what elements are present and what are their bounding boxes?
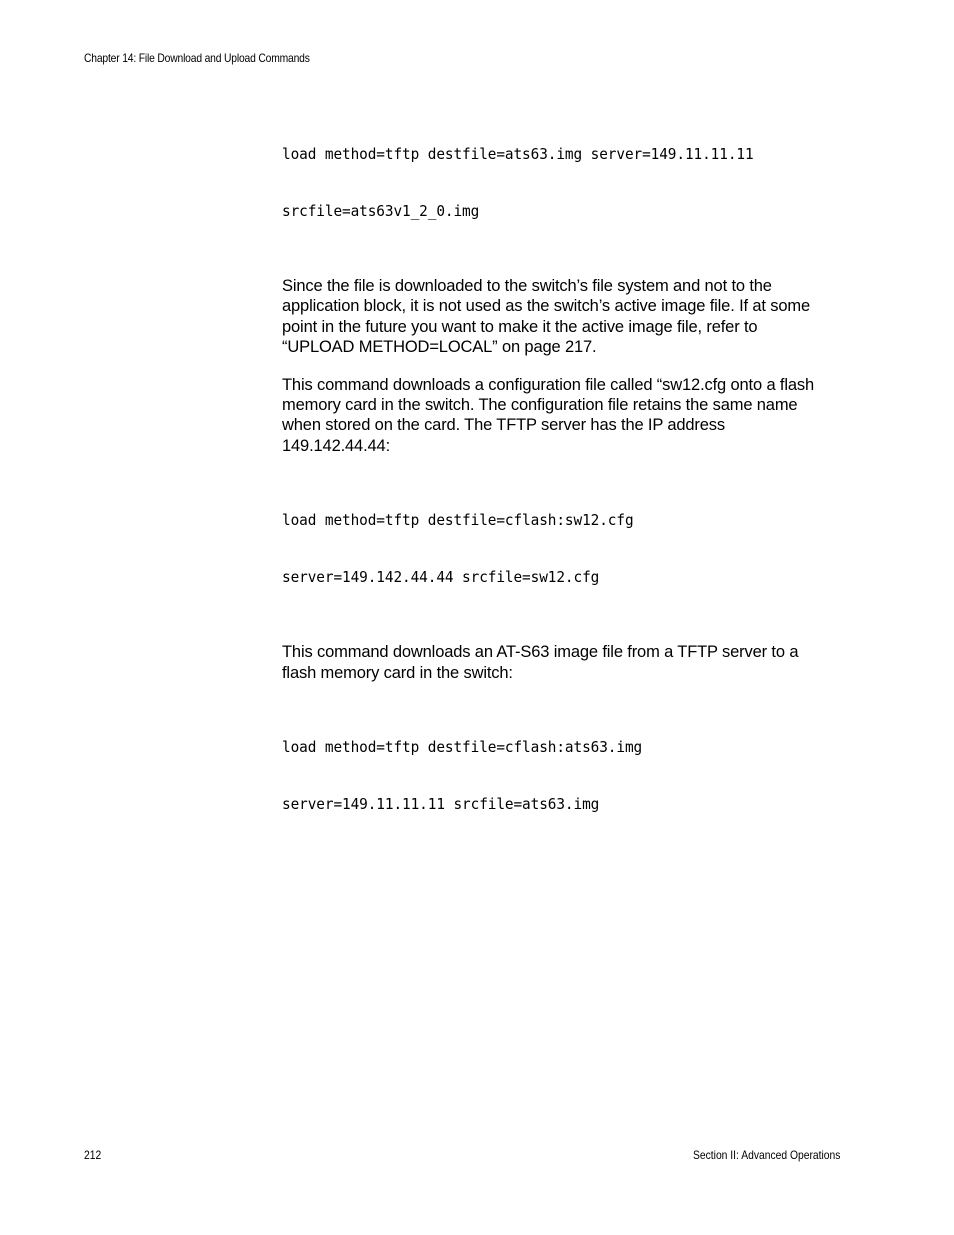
- text-line: memory card in the switch. The configuration file retains the same name: [282, 396, 798, 415]
- code-example-download-config: [282, 473, 852, 625]
- code-example-image-to-flash: [282, 700, 852, 852]
- code-line: srcfile=ats63v1_2_0.img: [282, 202, 480, 220]
- section-title: Section II: Advanced Operations: [692, 1148, 840, 1162]
- text-line: application block, it is not used as the switch’s active image file. If at some: [282, 297, 811, 316]
- paragraph-config-download: [282, 375, 852, 457]
- paragraph-image-to-flash: [282, 642, 852, 683]
- paragraph-active-image-note: [282, 276, 852, 358]
- code-line: load method=tftp destfile=cflash:ats63.img: [282, 738, 643, 757]
- code-line: server=149.142.44.44 srcfile=sw12.cfg: [282, 568, 600, 587]
- text-line: 149.142.44.44:: [282, 436, 391, 455]
- code-line: load method=tftp destfile=ats63.img server=149.11.11.11: [282, 145, 754, 163]
- page-content: [282, 107, 852, 852]
- text-line: This command downloads an AT-S63 image file from a TFTP server to a: [282, 643, 799, 662]
- text-line: This command downloads a configuration file called “sw12.cfg onto a flash: [282, 375, 815, 394]
- text-line: point in the future you want to make it the active image file, refer to: [282, 317, 758, 336]
- text-line: flash memory card in the switch:: [282, 663, 513, 682]
- code-line: load method=tftp destfile=cflash:sw12.cfg: [282, 511, 634, 530]
- text-line: when stored on the card. The TFTP server has the IP address: [282, 416, 726, 435]
- running-header: Chapter 14: File Download and Upload Commands: [84, 51, 310, 65]
- text-line: “UPLOAD METHOD=LOCAL” on page 217.: [282, 338, 597, 357]
- page-number: 212: [84, 1148, 102, 1162]
- code-example-download-image: [282, 107, 852, 259]
- code-line: server=149.11.11.11 srcfile=ats63.img: [282, 795, 600, 814]
- text-line: Since the file is downloaded to the switch’s file system and not to the: [282, 277, 772, 295]
